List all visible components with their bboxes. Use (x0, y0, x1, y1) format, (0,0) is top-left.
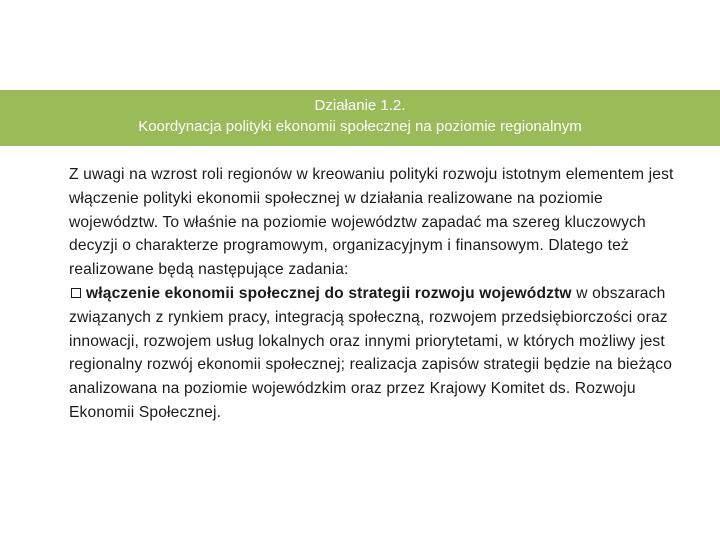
title-banner (0, 90, 720, 146)
bullet-rest-text: w obszarach związanych z rynkiem pracy, integracją społeczną, rozwojem przedsiębiorczości oraz innowacji, rozwojem usług lokalnych oraz innymi priorytetami, w których możliwy jest regionalny rozwój ekonomii społecznej; realizacja zapisów strategii będzie na bieżąco analizowana na poziomie wojewódzkim oraz przez Krajowy Komitet ds. Rozwoju Ekonomii Społecznej. (69, 284, 673, 421)
checkbox-square-icon (71, 288, 81, 298)
action-title: Koordynacja polityki ekonomii społecznej na poziomie regionalnym (138, 118, 582, 135)
intro-paragraph: Z uwagi na wzrost roli regionów w kreowaniu polityki rozwoju istotnym elementem jest włączenie polityki ekonomii społecznej w działania realizowane na poziomie województw. To właśnie na poziomie województw zapadać ma szereg kluczowych decyzji o charakterze programowym, organizacyjnym i finansowym. Dlatego też realizowane będą następujące zadania: (69, 166, 674, 279)
action-number: Działanie 1.2. (314, 97, 406, 114)
bullet-item (69, 282, 681, 425)
bullet-bold-text: włączenie ekonomii społecznej do strategii rozwoju województw (86, 284, 572, 302)
body-text (69, 163, 681, 425)
